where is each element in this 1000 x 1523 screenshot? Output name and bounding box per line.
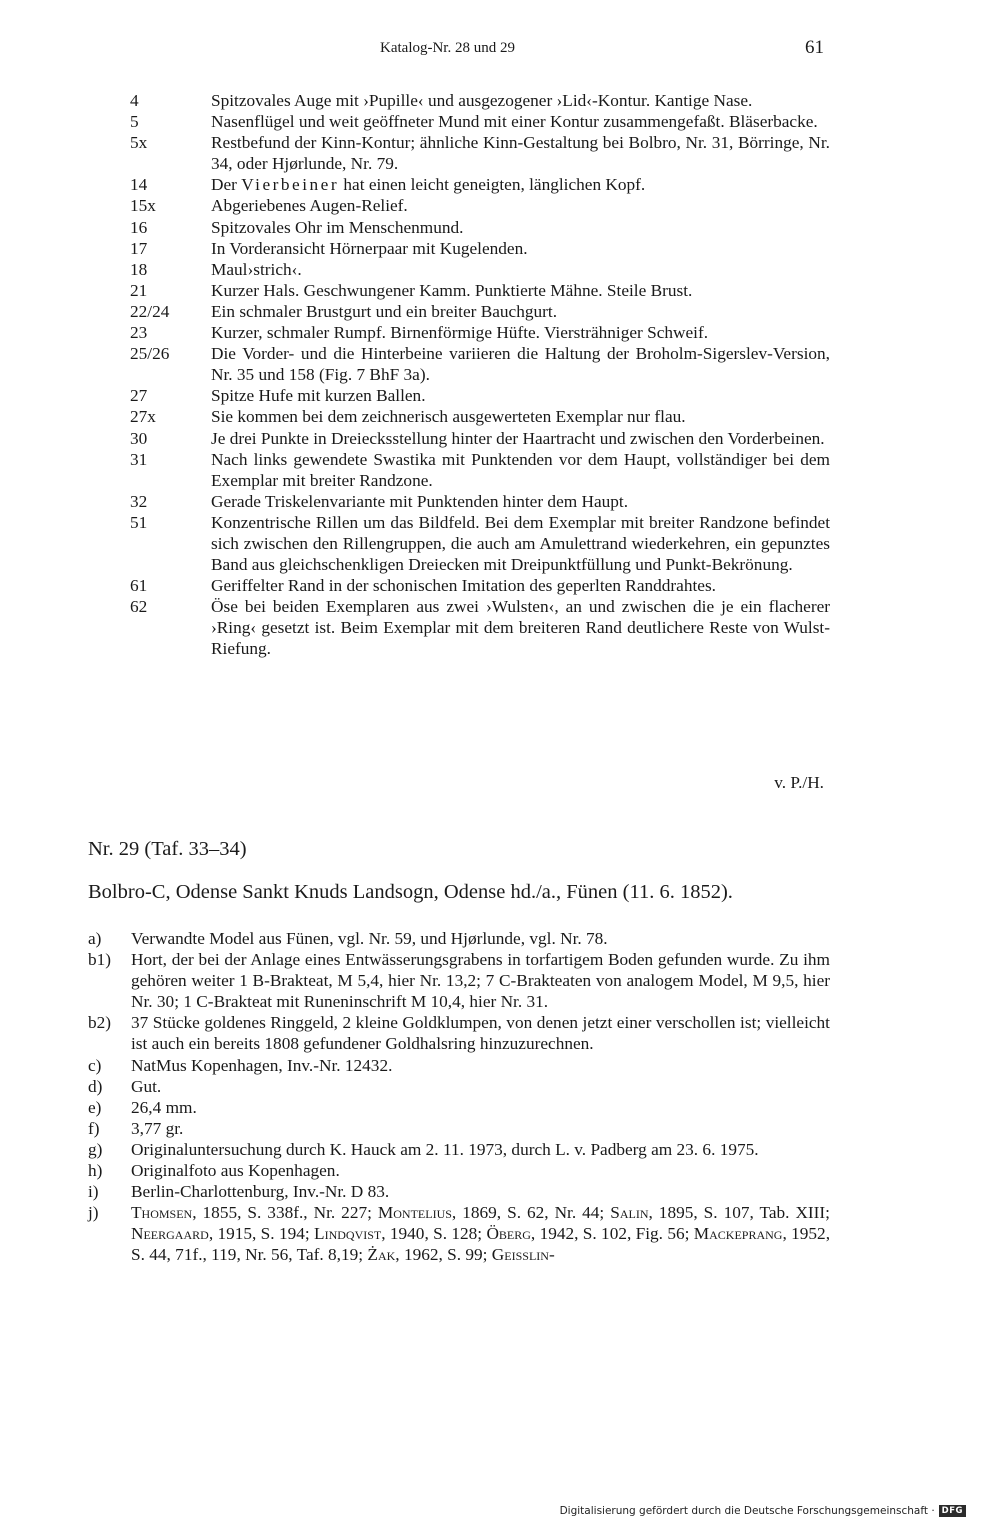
note-text: Je drei Punkte in Dreiecksstellung hinter der Haartracht und zwischen den Vorderbeinen.	[211, 428, 825, 448]
note-row	[130, 575, 830, 596]
note-text-pre: Der	[211, 175, 242, 195]
page-number: 61	[805, 37, 824, 58]
catalog-item	[88, 1181, 830, 1202]
note-text: Kurzer, schmaler Rumpf. Birnenförmige Hüfte. Viersträhniger Schweif.	[211, 323, 709, 343]
note-text: Spitze Hufe mit kurzen Ballen.	[211, 386, 426, 406]
author-name: Montelius	[377, 1203, 452, 1223]
note-row	[130, 406, 830, 427]
catalog-item	[88, 1097, 830, 1118]
catalog-item	[88, 1139, 830, 1160]
note-number: 22/24	[130, 301, 170, 321]
note-row	[130, 449, 830, 491]
note-row	[130, 259, 830, 280]
citation-text: , 1895, S. 107, Tab. XIII;	[648, 1203, 830, 1223]
note-number: 14	[130, 175, 148, 195]
note-text-spaced: Vierbeiner	[241, 175, 340, 195]
entry-title: Nr. 29 (Taf. 33–34)	[88, 838, 247, 860]
citation-text: , 1855, S. 338f., Nr. 227;	[192, 1203, 378, 1223]
note-text: Spitzovales Ohr im Menschenmund.	[211, 217, 464, 237]
citation-text: , 1915, S. 194;	[208, 1224, 315, 1244]
note-text: Nasenflügel und weit geöffneter Mund mit einer Kontur zusammengefaßt. Bläserbacke.	[211, 112, 818, 132]
item-label: e)	[88, 1097, 102, 1117]
note-number: 27x	[130, 407, 156, 427]
citation-text: , 1962, S. 99;	[395, 1245, 492, 1265]
note-number: 23	[130, 323, 148, 343]
catalog-item	[88, 1160, 830, 1181]
item-text: Gut.	[131, 1076, 162, 1096]
item-label: a)	[88, 929, 102, 948]
author-name: Öberg	[486, 1224, 531, 1244]
note-row	[130, 301, 830, 322]
note-row	[130, 491, 830, 512]
note-text: Maul›strich‹.	[211, 259, 302, 279]
note-text-post: hat einen leicht geneigten, länglichen Kopf.	[339, 175, 646, 195]
author-signature: v. P./H.	[774, 773, 824, 792]
item-text: 26,4 mm.	[131, 1097, 197, 1117]
item-text: Verwandte Model aus Fünen, vgl. Nr. 59, und Hjørlunde, vgl. Nr. 78.	[131, 929, 608, 948]
note-row	[130, 174, 830, 195]
item-text: NatMus Kopenhagen, Inv.-Nr. 12432.	[131, 1055, 393, 1075]
dfg-logo: DFG	[939, 1505, 966, 1517]
item-text: Hort, der bei der Anlage eines Entwässerungsgrabens in torfartigem Boden gefunden wurde. Zu ihm gehören weiter 1 B-Brakteat, M 5,4, hier Nr. 13,2; 7 C-Brakteaten von analogem Model, M 9,5, hier Nr. 30; 1 C-Brakteat mit Runeninschrift M 10,4, hier Nr. 31.	[131, 950, 830, 1012]
note-text: Gerade Triskelenvariante mit Punktenden hinter dem Haupt.	[211, 491, 629, 511]
author-name: Salin	[610, 1203, 649, 1223]
note-row	[130, 322, 830, 343]
author-name: Thomsen	[131, 1203, 193, 1223]
note-text: Spitzovales Auge mit ›Pupille‹ und ausgezogener ›Lid‹-Kontur. Kantige Nase.	[211, 91, 753, 110]
item-label: b1)	[88, 950, 112, 970]
item-label: g)	[88, 1139, 103, 1159]
item-label: h)	[88, 1161, 103, 1181]
note-row	[130, 385, 830, 406]
note-row	[130, 195, 830, 216]
note-number: 62	[130, 597, 148, 617]
item-text: 37 Stücke goldenes Ringgeld, 2 kleine Goldklumpen, von denen jetzt einer verschollen ist; vielleicht ist auch ein bereits 1808 gefundener Goldhalsring hinzuzurechnen.	[131, 1013, 830, 1054]
item-text: 3,77 gr.	[131, 1118, 184, 1138]
note-text: Sie kommen bei dem zeichnerisch ausgewerteten Exemplar nur flau.	[211, 407, 686, 427]
note-text: Öse bei beiden Exemplaren aus zwei ›Wulsten‹, an und zwischen die je ein flacherer ›Ring‹ gesetzt ist. Beim Exemplar mit dem breiteren Rand deutlichere Reste von Wulst-Riefung.	[211, 597, 830, 659]
item-text	[131, 1202, 830, 1265]
note-text: Geriffelter Rand in der schonischen Imitation des geperlten Randdrahtes.	[211, 576, 716, 596]
note-number: 4	[130, 91, 139, 110]
item-label: d)	[88, 1076, 103, 1096]
note-number: 51	[130, 512, 148, 532]
item-label: c)	[88, 1055, 102, 1075]
note-text: Kurzer Hals. Geschwungener Kamm. Punktierte Mähne. Steile Brust.	[211, 280, 693, 300]
item-label: b2)	[88, 1013, 112, 1033]
note-number: 5x	[130, 133, 148, 153]
citation-text: , 1942, S. 102, Fig. 56;	[530, 1224, 694, 1244]
note-text	[211, 174, 830, 195]
note-row	[130, 596, 830, 659]
catalog-item	[88, 1202, 830, 1265]
note-row	[130, 132, 830, 174]
catalog-item	[88, 949, 830, 1012]
catalog-item	[88, 1055, 830, 1076]
note-number: 18	[130, 259, 148, 279]
entry-subtitle: Bolbro-C, Odense Sankt Knuds Landsogn, Odense hd./a., Fünen (11. 6. 1852).	[88, 881, 733, 903]
catalog-item	[88, 1076, 830, 1097]
note-number: 21	[130, 280, 148, 300]
note-number: 61	[130, 576, 148, 596]
note-number: 16	[130, 217, 148, 237]
item-text: Berlin-Charlottenburg, Inv.-Nr. D 83.	[131, 1182, 390, 1202]
item-label: j)	[88, 1203, 99, 1223]
note-row	[130, 512, 830, 575]
item-label: i)	[88, 1182, 99, 1202]
note-text: Konzentrische Rillen um das Bildfeld. Bei dem Exemplar mit breiter Randzone befindet sich zwischen den Rillengruppen, die auch am Amulettrand wiederkehren, ein gepunztes Band aus gleichschenkligen Dreiecken mit Dreipunktfüllung und Punkt-Bekrönung.	[211, 512, 830, 575]
item-text: Originalfoto aus Kopenhagen.	[131, 1161, 340, 1181]
note-text: Nach links gewendete Swastika mit Punktenden vor dem Haupt, vollständiger bei dem Exemplar mit breiter Randzone.	[211, 449, 830, 490]
citation-text: , 1940, S. 128;	[381, 1224, 487, 1244]
digitization-footer	[560, 1505, 966, 1517]
note-row	[130, 280, 830, 301]
catalog-items	[88, 928, 830, 1266]
note-row	[130, 217, 830, 238]
note-number: 17	[130, 238, 148, 258]
note-text: Abgeriebenes Augen-Relief.	[211, 196, 408, 216]
note-row	[130, 343, 830, 385]
note-number: 32	[130, 491, 148, 511]
notes-list	[130, 90, 830, 660]
catalog-item	[88, 1118, 830, 1139]
author-name: Lindqvist	[314, 1224, 382, 1244]
catalog-item	[88, 928, 830, 949]
author-name: Żak	[367, 1245, 396, 1265]
note-number: 27	[130, 386, 148, 406]
author-name: Neergaard	[131, 1224, 209, 1244]
note-text: In Vorderansicht Hörnerpaar mit Kugelenden.	[211, 238, 528, 258]
citation-text: , 1869, S. 62, Nr. 44;	[451, 1203, 611, 1223]
note-row	[130, 428, 830, 449]
note-text: Ein schmaler Brustgurt und ein breiter Bauchgurt.	[211, 301, 558, 321]
note-number: 15x	[130, 196, 156, 216]
author-name: Mackeprang	[693, 1224, 783, 1244]
note-row	[130, 90, 830, 111]
running-head: Katalog-Nr. 28 und 29	[380, 40, 515, 56]
note-text: Restbefund der Kinn-Kontur; ähnliche Kinn-Gestaltung bei Bolbro, Nr. 31, Börringe, Nr. 34, oder Hjørlunde, Nr. 79.	[211, 133, 830, 174]
item-text: Originaluntersuchung durch K. Hauck am 2. 11. 1973, durch L. v. Padberg am 23. 6. 1975.	[131, 1139, 759, 1159]
note-number: 30	[130, 428, 148, 448]
note-text: Die Vorder- und die Hinterbeine variieren die Haltung der Broholm-Sigerslev-Version, Nr. 35 und 158 (Fig. 7 BhF 3a).	[211, 344, 830, 385]
author-name: Geisslin-	[491, 1245, 555, 1265]
note-row	[130, 238, 830, 259]
item-label: f)	[88, 1118, 100, 1138]
catalog-item	[88, 1012, 830, 1054]
note-row	[130, 111, 830, 132]
note-number: 31	[130, 449, 148, 469]
footer-text: Digitalisierung gefördert durch die Deutsche Forschungsgemeinschaft ·	[559, 1505, 935, 1517]
note-number: 25/26	[130, 344, 170, 364]
note-number: 5	[130, 112, 139, 132]
citation-text: , 1952, S. 44, 71f., 119, Nr. 56, Taf. 8,19;	[131, 1224, 831, 1265]
